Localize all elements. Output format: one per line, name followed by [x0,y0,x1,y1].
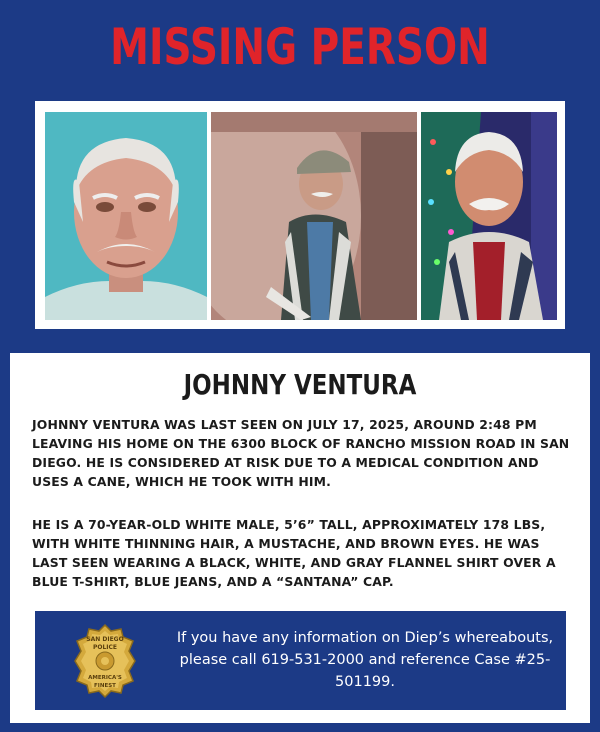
description-paragraph: HE IS A 70-YEAR-OLD WHITE MALE, 5’6” TALL, APPROXIMATELY 178 LBS, WITH WHITE THINNING HAIR, A MUSTACHE, AND BROWN EYES. HE WAS LAST SEEN WEARING A BLACK, WHITE, AND GRAY FLANNEL SHIRT OVER A BLUE T-SHIRT, BLUE JEANS, AND A “SANTANA” CAP. [32,517,556,589]
contact-box [35,611,566,710]
person-name: JOHNNY VENTURA [183,368,417,401]
contact-message: If you have any information on Diep’s whereabouts, please call 619-531-2000 and reference Case #25-501199. [176,630,554,690]
badge-lower-text: AMERICA'S [88,675,122,681]
info-panel [10,353,590,723]
police-badge-icon [73,623,137,699]
police-badge-image [73,623,137,699]
id-photo [45,112,207,320]
christmas-tree-image [421,112,557,320]
doorbell-camera-photo [211,112,417,320]
last-seen-paragraph: JOHNNY VENTURA WAS LAST SEEN ON JULY 17, 2025, AROUND 2:48 PM LEAVING HIS HOME ON THE 6300 BLOCK OF RANCHO MISSION ROAD IN SAN DIEGO. HE IS CONSIDERED AT RISK DUE TO A MEDICAL CONDITION AND USES A CANE, WHICH HE TOOK WITH HIM. [32,417,570,489]
photo-strip [35,101,565,329]
christmas-tree-photo [421,112,557,320]
badge-top-text: SAN DIEGO [86,636,124,643]
id-photo-image [45,112,207,320]
doorbell-camera-image [211,112,417,320]
badge-bottom-text: FINEST [94,683,116,689]
headline-title: MISSING PERSON [110,18,490,76]
badge-mid-text: POLICE [92,644,118,651]
